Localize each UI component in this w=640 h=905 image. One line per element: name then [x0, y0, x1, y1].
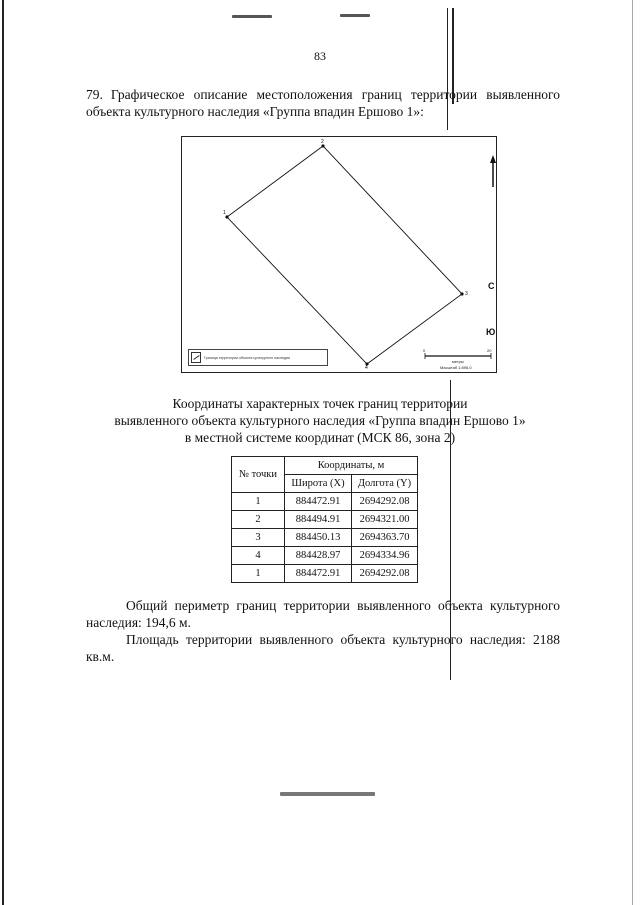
- table-row: [232, 547, 418, 565]
- cell-x: 884428.97: [285, 547, 352, 565]
- scale-unit: метры: [452, 359, 464, 364]
- table-row: [232, 493, 418, 511]
- section-number: 79.: [86, 87, 103, 102]
- coordinates-table: [231, 456, 418, 583]
- coordinates-title: [80, 395, 560, 446]
- cell-y: 2694363.70: [352, 529, 418, 547]
- scan-noise: [340, 14, 370, 17]
- scan-noise: [280, 792, 375, 796]
- cell-x: 884450.13: [285, 529, 352, 547]
- table-row: [232, 565, 418, 583]
- scan-left-edge: [2, 0, 4, 905]
- scan-right-edge: [632, 0, 633, 905]
- boundary-map-drawing: [182, 137, 498, 374]
- perimeter-paragraph: Общий периметр границ территории выявленного объекта культурного наследия: 194,6 м.: [86, 598, 560, 630]
- table-row: [232, 529, 418, 547]
- cell-point: 4: [232, 547, 285, 565]
- area-paragraph: Площадь территории выявленного объекта культурного наследия: 2188 кв.м.: [86, 632, 560, 664]
- table-row: [232, 511, 418, 529]
- cell-y: 2694292.08: [352, 565, 418, 583]
- cell-x: 884472.91: [285, 493, 352, 511]
- cell-point: 3: [232, 529, 285, 547]
- cell-y: 2694321.00: [352, 511, 418, 529]
- cell-y: 2694292.08: [352, 493, 418, 511]
- cell-point: 1: [232, 493, 285, 511]
- point-label-2: 2: [321, 139, 324, 145]
- legend-text: Граница территории объекта культурного наследия: [204, 355, 290, 360]
- boundary-point-3: [460, 292, 463, 295]
- point-label-1: 1: [223, 210, 226, 216]
- scale-end: 20: [487, 348, 492, 353]
- cell-point: 1: [232, 565, 285, 583]
- cell-point: 2: [232, 511, 285, 529]
- cell-x: 884494.91: [285, 511, 352, 529]
- south-label: Ю: [486, 327, 496, 337]
- coordinates-title-line2: выявленного объекта культурного наследия «Группа впадин Ершово 1»: [114, 413, 526, 428]
- header-coordinates: Координаты, м: [285, 457, 418, 475]
- section-heading: [86, 86, 560, 120]
- header-x: Широта (X): [285, 475, 352, 493]
- scale-start: 0: [423, 348, 426, 353]
- map-legend: [188, 349, 328, 366]
- scale-ratio: Масштаб 1:896.0: [440, 365, 472, 370]
- page-number: 83: [314, 49, 326, 63]
- header-y: Долгота (Y): [352, 475, 418, 493]
- north-label: С: [488, 281, 495, 291]
- legend-boundary-icon: [191, 352, 201, 363]
- coordinates-title-line1: Координаты характерных точек границ территории: [172, 396, 468, 411]
- territory-boundary: [227, 146, 462, 364]
- north-arrow-head: [490, 155, 496, 163]
- point-label-3: 3: [465, 291, 468, 297]
- coordinates-title-line3: в местной системе координат (МСК 86, зона 2): [184, 430, 456, 445]
- header-point: № точки: [232, 457, 285, 493]
- section-heading-text: Графическое описание местоположения границ территории выявленного объекта культурного наследия «Группа впадин Ершово 1»:: [86, 87, 560, 119]
- cell-x: 884472.91: [285, 565, 352, 583]
- point-label-4: 4: [365, 365, 368, 371]
- cell-y: 2694334.96: [352, 547, 418, 565]
- boundary-map: [181, 136, 497, 373]
- scan-noise: [232, 15, 272, 18]
